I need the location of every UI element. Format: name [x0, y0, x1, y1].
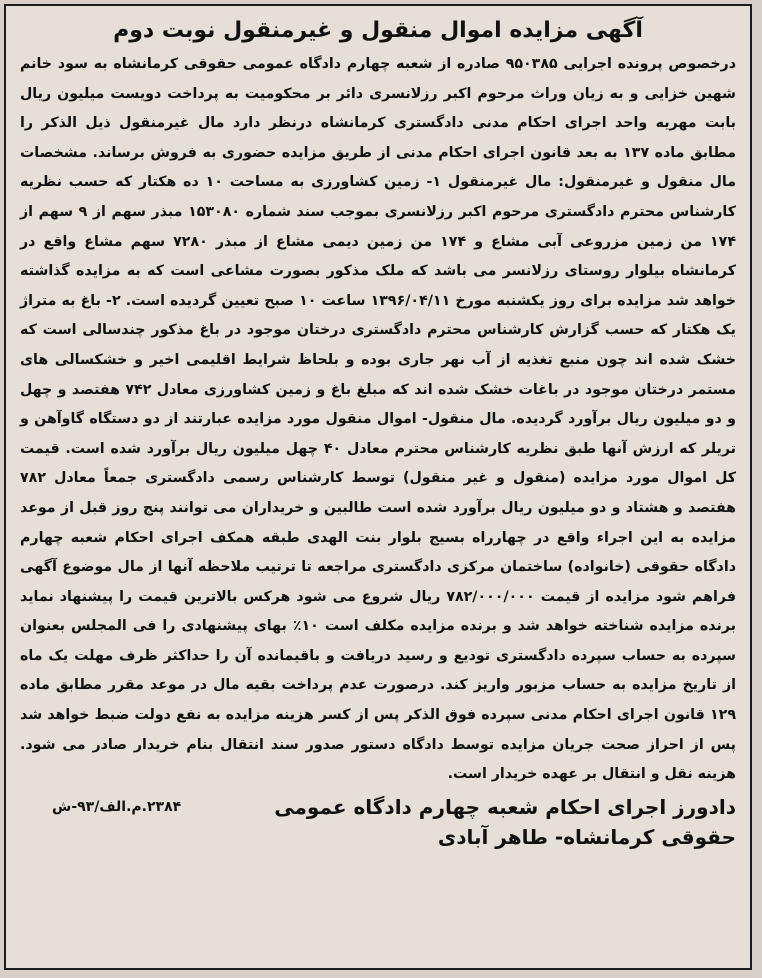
notice-body-text: درخصوص پرونده اجرایی ۹۵۰۳۸۵ صادره از شعبه چهارم دادگاه عمومی حقوقی کرمانشاه به سود خانم شهین خزایی و به زیان وراث مرحوم اکبر رزلانسری دائر بر محکومیت به پرداخت دویست میلیون ریال بابت مهریه واحد اجرای احکام مدنی دادگستری کرمانشاه درنظر دارد مال غیرمنقول ذیل الذکر را مطابق ماده ۱۳۷ به بعد قانون اجرای احکام مدنی از طریق مزایده حضوری به فروش برساند. مشخصات مال منقول و غیرمنقول: مال غیرمنقول ۱- زمین کشاورزی به مساحت ۱۰ ده هکتار که حسب نظریه کارشناس محترم دادگستری مرحوم اکبر رزلانسری بموجب سند شماره ۱۵۳۰۸۰ مبذر سهم از ۹ سهم از ۱۷۴ من زمین مزروعی آبی مشاع و ۱۷۴ من زمین دیمی مشاع از مبذر ۷۲۸۰ سهم مشاع واقع در کرمانشاه بیلوار روستای رزلانسر می باشد که ملک مذکور بصورت مشاعی است که به مزایده گذاشته خواهد شد مزایده برای روز یکشنبه مورخ ۱۳۹۶/۰۴/۱۱ ساعت ۱۰ صبح تعیین گردیده است. ۲- باغ به متراژ یک هکتار که حسب گزارش کارشناس محترم دادگستری درختان موجود در باغ مذکور چندسالی است که خشک شده اند چون منبع تغذیه از آب نهر جاری بوده و بلحاظ شرایط اقلیمی اخیر و خشکسالی های مستمر درختان موجود در باغات خشک شده اند که مبلغ باغ و زمین کشاورزی معادل ۷۴۲ هفتصد و چهل و دو میلیون ریال برآورد گردیده. مال منقول- اموال منقول مورد مزایده عبارتند از دو دستگاه گاوآهن و تریلر که ارزش آنها طبق نظریه کارشناس محترم معادل ۴۰ چهل میلیون ریال برآورد شده است. قیمت کل اموال مورد مزایده (منقول و غیر منقول) توسط کارشناس رسمی دادگستری جمعاً معادل ۷۸۲ هفتصد و هشتاد و دو میلیون ریال برآورد شده است طالبین و خریداران می توانند پنج روز قبل از موعد مزایده به این اجراء واقع در چهارراه بسیج بلوار بنت الهدی طبقه همکف اجرای احکام شعبه چهارم دادگاه حقوقی (خانواده) ساختمان مرکزی دادگستری مراجعه تا ترتیب ملاحظه آنها از مال موضوع آگهی فراهم شود مزایده از قیمت ۷۸۲/۰۰۰/۰۰۰ ریال شروع می شود هرکس بالاترین قیمت را پیشنهاد نماید برنده مزایده شناخته خواهد شد و برنده مزایده مکلف است ۱۰٪ بهای پیشنهادی را فی المجلس بعنوان سپرده به حساب سپرده دادگستری تودیع و رسید دریافت و باقیمانده آن را حداکثر ظرف مهلت یک ماه از تاریخ مزایده به حساب مزبور واریز کند. درصورت عدم پرداخت بقیه مال در موعد مقرر مطابق ماده ۱۲۹ قانون اجرای احکام مدنی سپرده فوق الذکر پس از کسر هزینه مزایده به نفع دولت ضبط خواهد شد پس از احراز صحت جریان مزایده توسط دادگاه دستور صدور سند انتقال بنام خریدار صادر می شود. هزینه نقل و انتقال بر عهده خریدار است.	[20, 56, 737, 783]
auction-notice	[4, 4, 752, 970]
notice-footer	[20, 792, 736, 852]
notice-title: آگهی مزایده اموال منقول و غیرمنقول نوبت دوم	[113, 18, 643, 43]
reference-number: ۲۳۸۴.م.الف/۹۳-ش	[52, 798, 182, 815]
signature-block: دادورز اجرای احکام شعبه چهارم دادگاه عمومی حقوقی کرمانشاه- طاهر آبادی	[274, 794, 736, 849]
